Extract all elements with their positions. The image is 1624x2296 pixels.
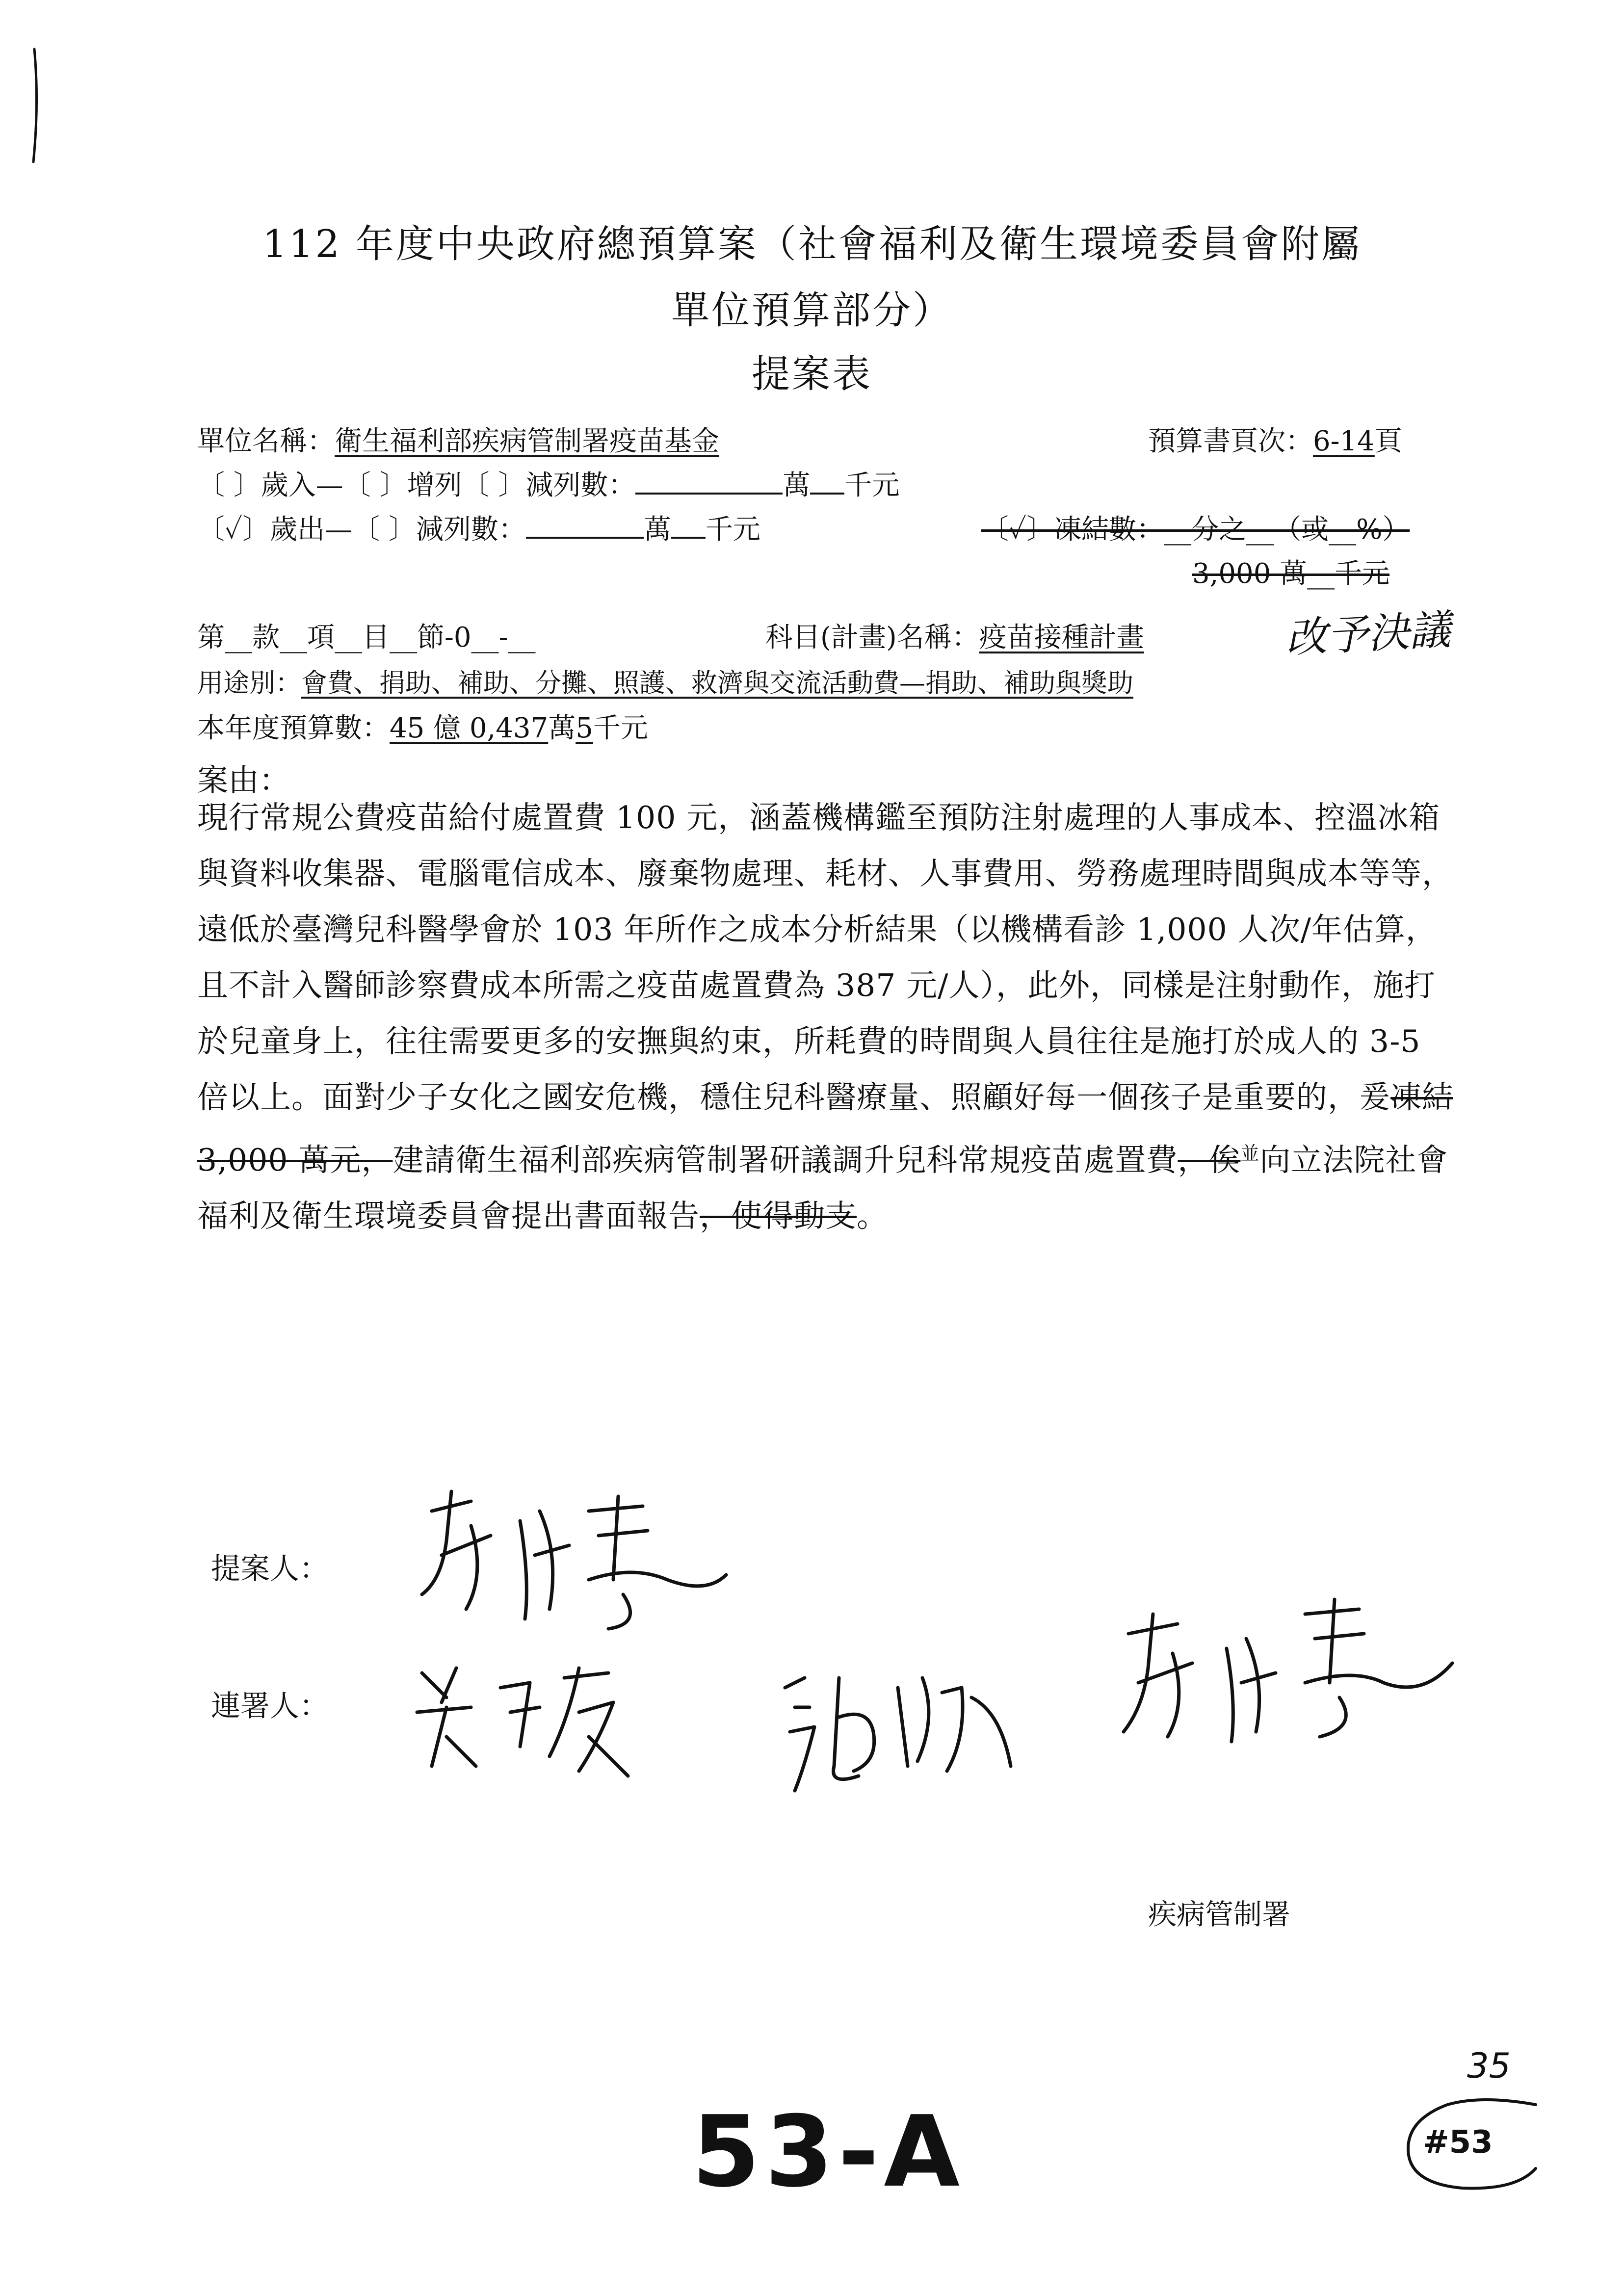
budget-qian: 千元 bbox=[593, 712, 648, 744]
budget-value1: 45 億 0,437 bbox=[390, 712, 549, 744]
reason-request: 建請衛生福利部疾病管制署研議調升兒科常規疫苗處置費 bbox=[393, 1142, 1178, 1178]
revenue-wan: 萬 bbox=[783, 470, 811, 501]
revenue-options: 〔 〕歲入—〔 〕增列〔 〕減列數： bbox=[197, 470, 636, 501]
page-ref-row bbox=[1148, 419, 1402, 459]
reason-keep: 爰 bbox=[1359, 1079, 1390, 1115]
reason-report: 向立法院社會福利及衛生環境委員會提出書面報告 bbox=[197, 1142, 1448, 1234]
subject-label: 科目(計畫)名稱： bbox=[765, 622, 979, 653]
expense-qian-blank bbox=[671, 509, 706, 539]
margin-bracket-mark bbox=[20, 44, 49, 172]
reason-struck-freeze: 凍結 3,000 萬元， bbox=[197, 1079, 1453, 1178]
corner-number-top: 35 bbox=[1467, 2046, 1511, 2086]
page-unit: 頁 bbox=[1374, 425, 1402, 457]
expense-qian: 千元 bbox=[705, 514, 760, 546]
revenue-qian: 千元 bbox=[844, 470, 900, 501]
cosigner2-signature bbox=[775, 1658, 1030, 1805]
subject-value: 疫苗接種計畫 bbox=[979, 622, 1144, 653]
subject-row bbox=[765, 616, 1144, 655]
budget-row bbox=[197, 706, 648, 746]
freeze-ratio-struck: 〔✓〕凍結數：__分之__（或__%） bbox=[981, 514, 1410, 546]
cosigner3-signature bbox=[1109, 1594, 1462, 1751]
page-label: 預算書頁次： bbox=[1148, 425, 1313, 457]
expense-row bbox=[197, 508, 760, 547]
account-section: 第__款__項__目__節-0__-__ bbox=[197, 622, 536, 653]
unit-label: 單位名稱： bbox=[197, 425, 335, 457]
reason-body bbox=[197, 790, 1453, 1244]
budget-wan: 萬 bbox=[548, 712, 576, 744]
reason-label: 案由： bbox=[197, 762, 290, 798]
freeze-amount-struck: 3,000 萬__千元 bbox=[1192, 558, 1390, 590]
page-value: 6-14 bbox=[1313, 425, 1375, 457]
reason-paragraph-main: 現行常規公費疫苗給付處置費 100 元，涵蓋機構鑑至預防注射處理的人事成本、控溫冰箱與資料收集器、電腦電信成本、廢棄物處理、耗材、人事費用、勞務處理時間與成本等等，遠低於臺灣兒科醫學會於 103 年所作之成本分析結果（以機構看診 1,000 人次/年估算，且不計入醫師診察費成本所需之疫苗處置費為 387 元/人），此外，同樣是注射動作，施打於兒童身上，往往需要更多的安撫與約束，所耗費的時間與人員往往是施打於成人的 3-5 倍以上。面對少子女化之國安危機，穩住兒科醫療量、照顧好每一個孩子是重要的， bbox=[197, 800, 1453, 1115]
stamp-code: 53-A bbox=[692, 2095, 965, 2209]
cosigner-label: 連署人： bbox=[211, 1689, 329, 1723]
reason-end: 。 bbox=[857, 1198, 888, 1234]
budget-value2: 5 bbox=[576, 712, 593, 744]
expense-amount-blank bbox=[526, 509, 644, 539]
document-title-line3: 提案表 bbox=[751, 352, 872, 396]
document-title-line1: 112 年度中央政府總預算案（社會福利及衛生環境委員會附屬 bbox=[262, 222, 1362, 266]
reason-struck-await: ，俟 bbox=[1178, 1142, 1241, 1178]
corner-number-bottom: #53 bbox=[1423, 2124, 1493, 2161]
agency-name: 疾病管制署 bbox=[1148, 1898, 1291, 1931]
proposer-label: 提案人： bbox=[211, 1552, 329, 1586]
reason-struck-release: ，使得動支 bbox=[700, 1198, 857, 1234]
revenue-row bbox=[197, 464, 899, 503]
revenue-qian-blank bbox=[810, 465, 844, 495]
document-title-line2: 單位預算部分） bbox=[671, 288, 953, 333]
revenue-amount-blank bbox=[635, 465, 783, 495]
expense-options: 〔✓〕歲出—〔 〕減列數： bbox=[197, 514, 526, 546]
cosigner1-signature bbox=[402, 1658, 657, 1786]
unit-row bbox=[197, 419, 719, 459]
unit-name: 衛生福利部疾病管制署疫苗基金 bbox=[335, 425, 719, 457]
proposer-signature bbox=[412, 1482, 736, 1644]
corner-circle-mark bbox=[1388, 2085, 1550, 2198]
usage-value: 會費、捐助、補助、分攤、照護、救濟與交流活動費—捐助、補助與獎助 bbox=[301, 668, 1133, 698]
reason-inserted-word: 並 bbox=[1240, 1143, 1260, 1164]
handwritten-note: 改予決議 bbox=[1284, 605, 1452, 662]
budget-label: 本年度預算數： bbox=[197, 712, 390, 744]
expense-wan: 萬 bbox=[643, 514, 671, 546]
usage-label: 用途別： bbox=[197, 668, 301, 698]
usage-row bbox=[197, 662, 1133, 700]
